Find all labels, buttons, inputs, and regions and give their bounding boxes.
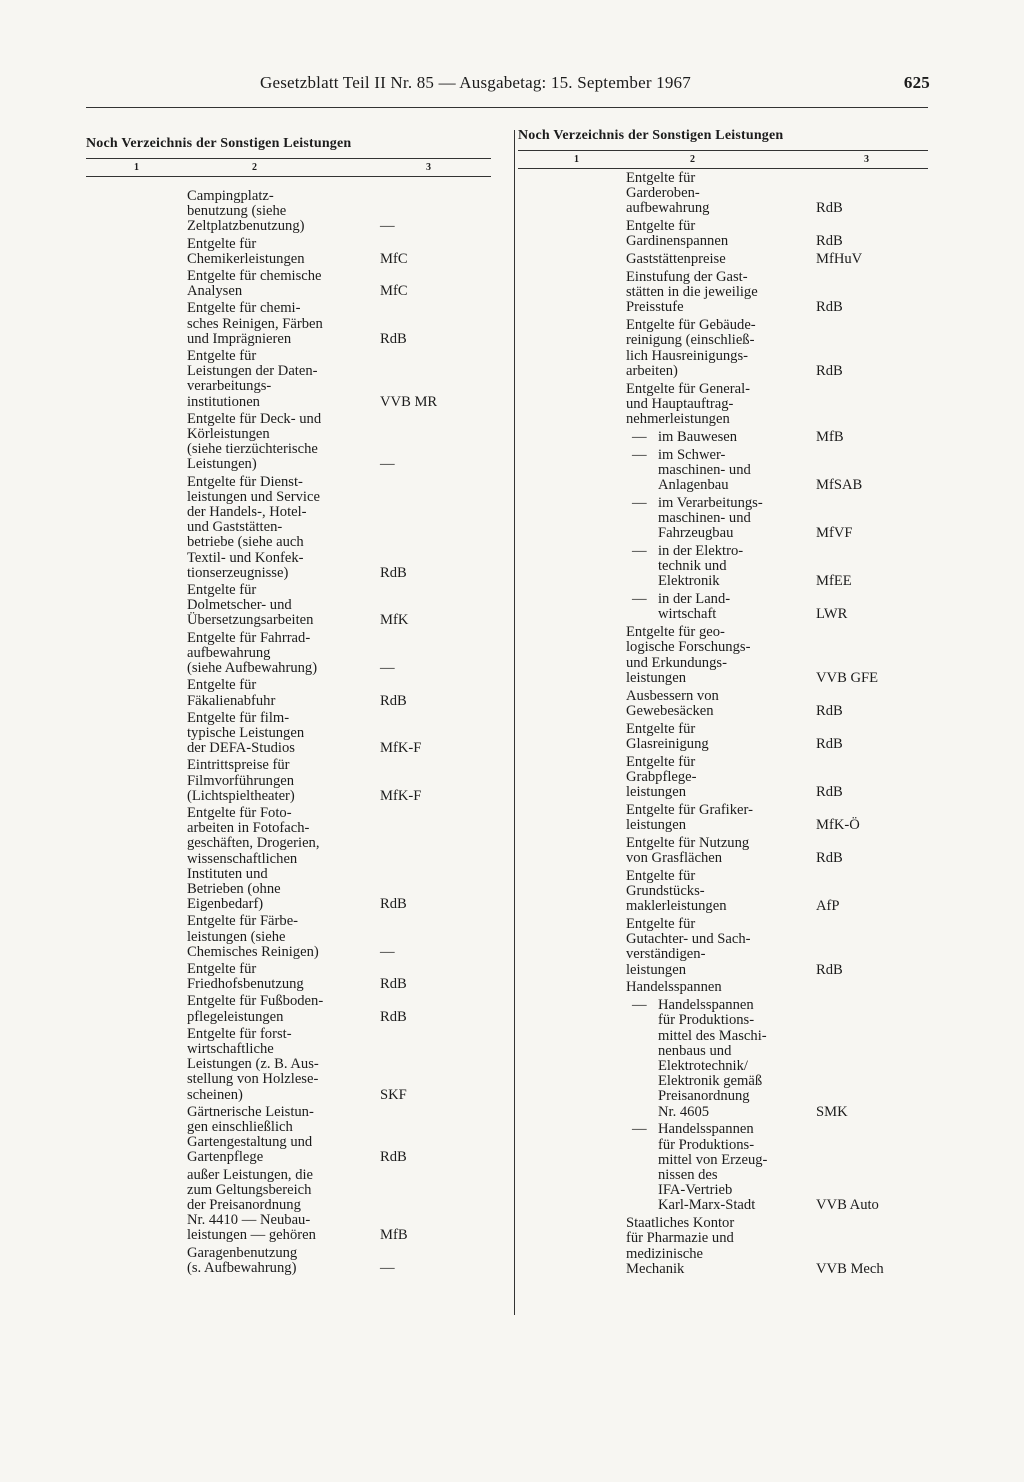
table-row bbox=[518, 382, 928, 428]
entry-description: Entgelte für Dolmetscher- und Übersetzungsarbeiten bbox=[187, 582, 314, 629]
entry-description: Handelsspannen für Produktions- mittel von Erzeug- nissen des IFA-Vertrieb Karl-Marx-Stadt bbox=[658, 1121, 768, 1214]
table-row bbox=[86, 301, 491, 347]
entry-authority: SMK bbox=[816, 1103, 848, 1120]
entry-description: Entgelte für Chemikerleistungen bbox=[187, 235, 305, 267]
list-dash: — bbox=[632, 543, 647, 560]
entry-description: Handelsspannen für Produktions- mittel des Maschi- nenbaus und Elektrotechnik/ Elektronik gemäß Preisanordnung Nr. 4605 bbox=[658, 997, 767, 1120]
entry-authority: MfC bbox=[380, 283, 408, 300]
entry-authority: RdB bbox=[380, 564, 407, 581]
table-row bbox=[86, 1105, 491, 1166]
table-row bbox=[86, 349, 491, 410]
entry-description: Entgelte für Nutzung von Grasflächen bbox=[626, 834, 750, 867]
header-rule bbox=[86, 107, 928, 108]
table-row bbox=[518, 917, 928, 978]
entry-description: Entgelte für Foto- arbeiten in Fotofach- geschäften, Drogerien, wissenschaftlichen Instituten und Betrieben (ohne Eigenbedarf) bbox=[187, 804, 320, 913]
entry-description: Entgelte für General- und Hauptauftrag- nehmerleistungen bbox=[626, 380, 750, 428]
table-row bbox=[86, 1246, 491, 1276]
table-row bbox=[518, 755, 928, 801]
entry-description: in der Elektro- technik und Elektronik bbox=[658, 543, 744, 590]
table-head-rule bbox=[86, 176, 491, 177]
right-entry-list bbox=[518, 171, 928, 1277]
table-row bbox=[518, 448, 928, 494]
table-row bbox=[518, 252, 928, 267]
table-row bbox=[86, 1027, 491, 1103]
entry-authority: MfEE bbox=[816, 573, 852, 590]
entry-description: Handelsspannen bbox=[626, 979, 722, 996]
entry-authority: RdB bbox=[380, 976, 407, 993]
table-row bbox=[518, 219, 928, 249]
entry-description: Gaststättenpreise bbox=[626, 251, 726, 268]
entry-description: Entgelte für geo- logische Forschungs- und Erkundungs- leistungen bbox=[626, 624, 751, 686]
column-number-3: 3 bbox=[426, 162, 431, 173]
entry-description: Entgelte für Friedhofsbenutzung bbox=[187, 960, 304, 993]
entry-description: Entgelte für Fahrrad- aufbewahrung (siehe Aufbewahrung) bbox=[187, 629, 318, 677]
column-divider bbox=[514, 130, 515, 1315]
table-row bbox=[518, 836, 928, 866]
table-row bbox=[518, 544, 928, 590]
list-dash: — bbox=[632, 997, 647, 1014]
list-dash: — bbox=[632, 428, 647, 445]
entry-description: Entgelte für Gutachter- und Sach- verständigen- leistungen bbox=[626, 916, 751, 978]
table-row bbox=[86, 678, 491, 708]
column-number-2: 2 bbox=[252, 162, 257, 173]
table-row bbox=[518, 171, 928, 217]
table-row bbox=[518, 1216, 928, 1277]
column-number-1: 1 bbox=[134, 162, 139, 173]
page-number: 625 bbox=[903, 73, 930, 92]
table-row bbox=[86, 711, 491, 757]
entry-description: Einstufung der Gast- stätten in die jeweilige Preisstufe bbox=[626, 269, 758, 316]
entry-description: Entgelte für Fäkalienabfuhr bbox=[187, 677, 276, 709]
table-row bbox=[86, 189, 491, 235]
entry-authority: RdB bbox=[380, 896, 407, 913]
list-dash: — bbox=[632, 1121, 647, 1138]
entry-authority: MfC bbox=[380, 250, 408, 267]
entry-authority: RdB bbox=[816, 735, 843, 752]
table-row bbox=[518, 803, 928, 833]
table-row bbox=[518, 318, 928, 379]
entry-description: Staatliches Kontor für Pharmazie und medizinische Mechanik bbox=[626, 1215, 735, 1277]
table-column-numbers bbox=[518, 151, 928, 168]
entry-description: Entgelte für film- typische Leistungen der DEFA-Studios bbox=[187, 709, 305, 757]
entry-description: Entgelte für Leistungen der Daten- verarbeitungs- institutionen bbox=[187, 348, 318, 410]
left-column bbox=[86, 128, 491, 1278]
table-row bbox=[518, 592, 928, 622]
entry-description: Entgelte für Dienst- leistungen und Service der Handels-, Hotel- und Gaststätten- betriebe (siehe auch Textil- und Konfek- tionserzeugnisse) bbox=[187, 473, 320, 581]
entry-description: Entgelte für chemische Analysen bbox=[187, 268, 322, 300]
entry-authority: MfK-F bbox=[380, 740, 422, 757]
entry-authority: MfHuV bbox=[816, 251, 863, 268]
table-row bbox=[518, 1122, 928, 1213]
table-head-rule bbox=[518, 168, 928, 169]
entry-authority: RdB bbox=[816, 233, 843, 250]
entry-authority: MfK bbox=[380, 612, 409, 629]
left-column-title: Noch Verzeichnis der Sonstigen Leistungen bbox=[86, 136, 352, 151]
table-row bbox=[518, 980, 928, 995]
table-row bbox=[518, 998, 928, 1120]
entry-description: Entgelte für forst- wirtschaftliche Leistungen (z. B. Aus- stellung von Holzlese- scheinen) bbox=[187, 1025, 319, 1103]
table-column-numbers bbox=[86, 159, 491, 176]
entry-description: Eintrittspreise für Filmvorführungen (Lichtspieltheater) bbox=[187, 757, 295, 804]
list-dash: — bbox=[632, 446, 647, 463]
entry-description: Gärtnerische Leistun- gen einschließlich Gartengestaltung und Gartenpflege bbox=[187, 1103, 314, 1166]
table-row bbox=[518, 689, 928, 719]
entry-authority: — bbox=[380, 1259, 395, 1276]
entry-authority: — bbox=[380, 943, 395, 960]
entry-description: Entgelte für Grafiker- leistungen bbox=[626, 801, 753, 834]
entry-description: im Bauwesen bbox=[658, 428, 738, 445]
column-number-1: 1 bbox=[574, 154, 579, 165]
table-row bbox=[518, 625, 928, 686]
entry-description: Entgelte für Deck- und Körleistungen (siehe tierzüchterische Leistungen) bbox=[187, 410, 322, 473]
table-row bbox=[86, 914, 491, 960]
table-row bbox=[86, 237, 491, 267]
table-row bbox=[86, 583, 491, 629]
table-row bbox=[86, 1168, 491, 1244]
entry-description: Entgelte für Färbe- leistungen (siehe Chemisches Reinigen) bbox=[187, 913, 319, 960]
entry-authority: RdB bbox=[816, 200, 843, 217]
entry-authority: — bbox=[380, 456, 395, 473]
list-dash: — bbox=[632, 494, 647, 511]
left-entry-list bbox=[86, 189, 491, 1276]
entry-authority: — bbox=[380, 218, 395, 235]
table-row bbox=[86, 962, 491, 992]
entry-description: Entgelte für Gebäude- reinigung (einschließ- lich Hausreinigungs- arbeiten) bbox=[626, 317, 756, 379]
table-row bbox=[86, 631, 491, 677]
entry-authority: — bbox=[380, 660, 395, 677]
table-row bbox=[86, 412, 491, 473]
entry-authority: VVB Auto bbox=[816, 1197, 879, 1214]
entry-authority: RdB bbox=[816, 702, 843, 719]
entry-description: Ausbessern von Gewebesäcken bbox=[626, 687, 719, 719]
entry-authority: MfSAB bbox=[816, 477, 863, 494]
table-row bbox=[518, 722, 928, 752]
entry-authority: RdB bbox=[816, 299, 843, 316]
entry-description: Campingplatz- benutzung (siehe Zeltplatzbenutzung) bbox=[187, 188, 305, 235]
entry-authority: MfVF bbox=[816, 525, 853, 542]
table-row bbox=[518, 496, 928, 542]
entry-authority: AfP bbox=[816, 898, 840, 915]
entry-description: Garagenbenutzung (s. Aufbewahrung) bbox=[187, 1244, 298, 1276]
table-row bbox=[86, 994, 491, 1024]
entry-authority: RdB bbox=[380, 1149, 407, 1166]
table-row bbox=[518, 869, 928, 915]
entry-authority: MfK-F bbox=[380, 787, 422, 804]
entry-authority: MfK-Ö bbox=[816, 817, 860, 834]
entry-authority: RdB bbox=[816, 362, 843, 379]
entry-authority: MfB bbox=[380, 1227, 408, 1244]
gazette-title: Gesetzblatt Teil II Nr. 85 — Ausgabetag: 15. September 1967 bbox=[260, 73, 691, 92]
table-row bbox=[518, 270, 928, 316]
entry-authority: RdB bbox=[380, 1008, 407, 1025]
entry-description: Entgelte für chemi- sches Reinigen, Färben und Imprägnieren bbox=[187, 300, 323, 347]
entry-authority: LWR bbox=[816, 606, 848, 623]
right-column bbox=[518, 128, 928, 1280]
entry-authority: RdB bbox=[816, 784, 843, 801]
table-row bbox=[86, 475, 491, 581]
entry-authority: RdB bbox=[816, 850, 843, 867]
entry-description: Entgelte für Fußboden- pflegeleistungen bbox=[187, 993, 324, 1025]
entry-description: Entgelte für Grabpflege- leistungen bbox=[626, 753, 697, 801]
entry-description: Entgelte für Glasreinigung bbox=[626, 720, 709, 752]
entry-authority: RdB bbox=[816, 961, 843, 978]
column-number-3: 3 bbox=[864, 154, 869, 165]
table-row bbox=[518, 430, 928, 445]
entry-authority: VVB Mech bbox=[816, 1260, 884, 1277]
column-number-2: 2 bbox=[690, 154, 695, 165]
entry-description: Entgelte für Gardinenspannen bbox=[626, 218, 729, 250]
entry-authority: VVB GFE bbox=[816, 669, 879, 686]
entry-description: außer Leistungen, die zum Geltungsbereich der Preisanordnung Nr. 4410 — Neubau- leistungen — gehören bbox=[187, 1166, 316, 1244]
table-row bbox=[86, 806, 491, 912]
list-dash: — bbox=[632, 591, 647, 608]
entry-authority: VVB MR bbox=[380, 393, 438, 410]
table-row bbox=[86, 269, 491, 299]
entry-authority: SKF bbox=[380, 1086, 407, 1103]
entry-description: Entgelte für Grundstücks- maklerleistungen bbox=[626, 867, 727, 915]
entry-authority: RdB bbox=[380, 692, 407, 709]
entry-description: im Schwer- maschinen- und Anlagenbau bbox=[658, 446, 751, 494]
entry-authority: RdB bbox=[380, 330, 407, 347]
entry-authority: MfB bbox=[816, 428, 844, 445]
entry-description: Entgelte für Garderoben- aufbewahrung bbox=[626, 170, 710, 217]
right-column-title: Noch Verzeichnis der Sonstigen Leistungen bbox=[518, 128, 784, 143]
table-row bbox=[86, 758, 491, 804]
entry-description: in der Land- wirtschaft bbox=[658, 591, 731, 623]
entry-description: im Verarbeitungs- maschinen- und Fahrzeugbau bbox=[658, 494, 763, 542]
